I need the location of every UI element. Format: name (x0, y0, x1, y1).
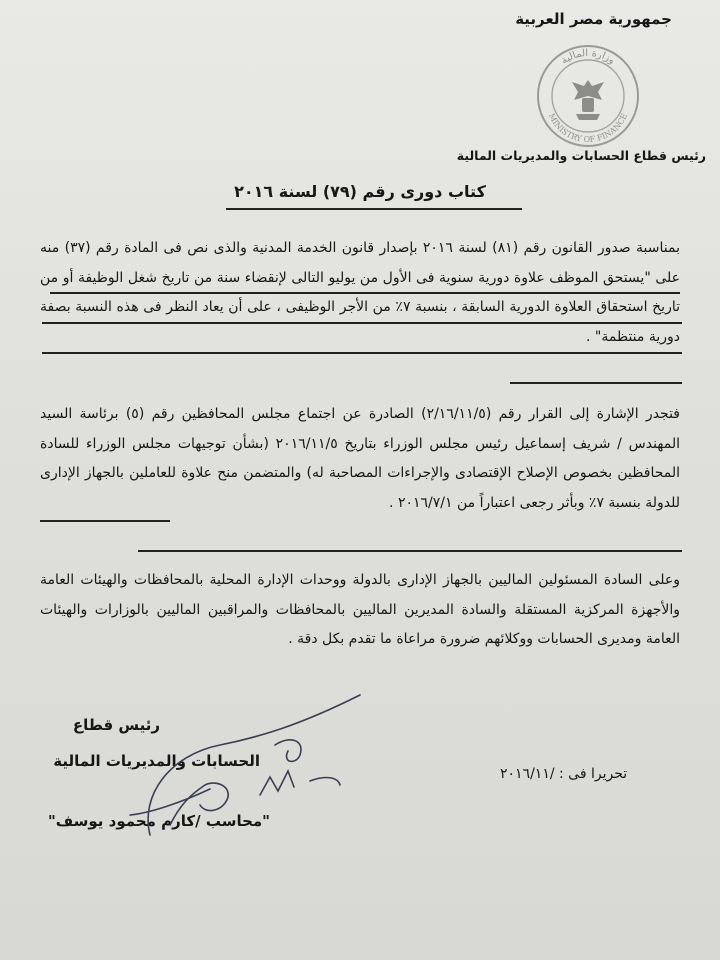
emphasis-underline (40, 520, 170, 522)
handwritten-signature (110, 685, 370, 845)
emphasis-underline (510, 382, 682, 384)
seal-text-top: وزارة المالية (559, 47, 617, 67)
paragraph-1: بمناسبة صدور القانون رقم (٨١) لسنة ٢٠١٦ بإصدار قانون الخدمة المدنية والذى نص فى المادة رقم (٣٧) منه على "يستحق الموظف علاوة دورية سنوية فى الأول من يوليو التالى لإنقضاء سنة من تاريخ شغل الوظيفة أو من تاريخ استحقاق العلاوة الدورية السابقة ، بنسبة ٧٪ من الأجر الوظيفى ، على أن يعاد النظر فى هذه النسبة بصفة دورية منتظمة" . (40, 240, 681, 345)
document-title: كتاب دورى رقم (٧٩) لسنة ٢٠١٦ (234, 182, 486, 201)
emphasis-underline (50, 292, 680, 294)
eagle-emblem-icon (572, 80, 604, 120)
paragraph-3: وعلى السادة المسئولين الماليين بالجهاز الإدارى بالدولة ووحدات الإدارة المحلية بالمحافظات والهيئات العامة والأجهزة المركزية المستقلة والسادة المديرين الماليين بالمحافظات والمراقبين الماليين بالوزارات والهيئات العامة ومديرى الحسابات ووكلائهم ضرورة مراعاة ما تقدم بكل دقة . (40, 572, 680, 648)
title-underline (226, 208, 522, 210)
emphasis-underline (42, 322, 682, 324)
emphasis-underline (42, 352, 682, 354)
paragraph-2: فتجدر الإشارة إلى القرار رقم (٢/١٦/١١/٥) الصادرة عن اجتماع مجلس المحافظين رقم (٥) برئاسة السيد المهندس / شريف إسماعيل رئيس مجلس الوزراء بتاريخ ٢٠١٦/١١/٥ (بشأن توجيهات مجلس الوزراء للسادة المحافظين بخصوص الإصلاح الإقتصادى والإجراءات المصاحبة له) والمتضمن منح علاوة للعاملين بالجهاز الإدارى للدولة بنسبة ٧٪ وبأثر رجعى اعتباراً من ٢٠١٦/٧/١ . (40, 406, 680, 511)
header-country: جمهورية مصر العربية (515, 10, 672, 28)
emphasis-underline (138, 550, 682, 552)
header-department: رئيس قطاع الحسابات والمديريات المالية (456, 148, 706, 163)
signer-title: رئيس قطاع (72, 716, 160, 734)
seal-text-bottom: MINISTRY OF FINANCE (546, 111, 630, 145)
issue-date: تحريرا فى : /٢٠١٦/١١ (500, 766, 628, 782)
ministry-seal (532, 40, 644, 152)
signer-name: "محاسب /كارم محمود يوسف" (47, 812, 270, 830)
signer-department: الحسابات والمديريات المالية (53, 752, 260, 770)
